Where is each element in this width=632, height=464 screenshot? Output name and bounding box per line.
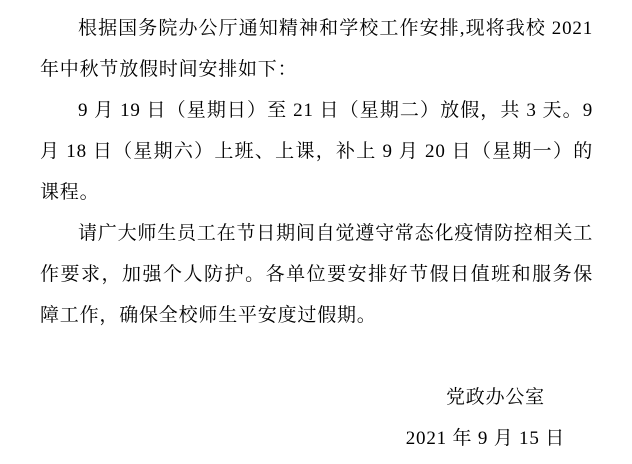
paragraph-holiday-schedule: 9 月 19 日（星期日）至 21 日（星期二）放假，共 3 天。9 月 18 日（星期六）上班、上课，补上 9 月 20 日（星期一）的课程。 bbox=[40, 100, 593, 203]
paragraph-epidemic-precautions: 请广大师生员工在节日期间自觉遵守常态化疫情防控相关工作要求，加强个人防护。各单位要安排好节假日值班和服务保障工作，确保全校师生平安度过假期。 bbox=[40, 223, 593, 326]
blank-line bbox=[40, 336, 593, 377]
paragraph-intro: 根据国务院办公厅通知精神和学校工作安排,现将我校 2021 年中秋节放假时间安排如下： bbox=[40, 18, 593, 80]
signature-date: 2021 年 9 月 15 日 bbox=[405, 428, 565, 449]
signature-office: 党政办公室 bbox=[445, 387, 545, 408]
